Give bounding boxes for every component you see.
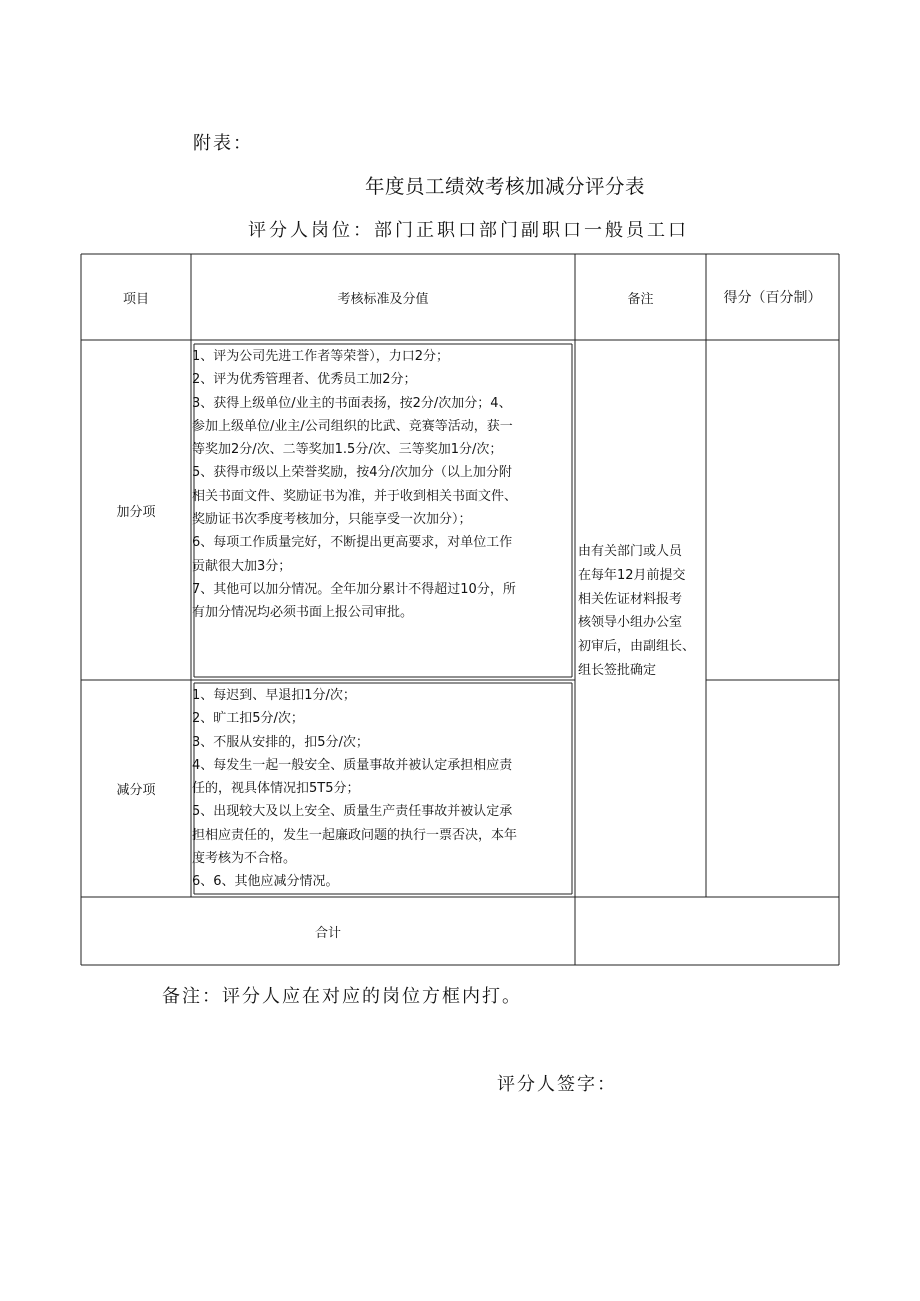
header-remark: 备注 <box>627 291 654 307</box>
total-label: 合计 <box>314 925 341 941</box>
bonus-label: 加分项 <box>116 504 156 520</box>
remark-line: 在每年12月前提交 <box>578 567 686 583</box>
bonus-line: 等奖加2分/次、二等奖加1.5分/次、三等奖加1分/次； <box>192 442 503 458</box>
signature-label: 评分人签字： <box>497 1074 617 1095</box>
bonus-criteria-list <box>192 345 517 625</box>
deduction-line: 6、6、其他应减分情况。 <box>192 874 339 890</box>
evaluator-position-line: 评分人岗位：部门正职口部门副职口一般员工口 <box>248 220 689 241</box>
deduction-label: 减分项 <box>116 783 156 798</box>
remark-line: 相关佐证材料报考 <box>578 591 683 607</box>
deduction-line: 3、不服从安排的，扣5分/次； <box>192 734 369 750</box>
remark-line: 组长签批确定 <box>578 662 657 678</box>
deduction-line: 担相应责任的，发生一起廉政问题的执行一票否决，本年 <box>192 827 518 843</box>
bonus-line: 1、评为公司先进工作者等荣誉），力口2分； <box>192 349 450 364</box>
bonus-line: 有加分情况均必须书面上报公司审批。 <box>192 605 414 621</box>
deduction-criteria-list <box>192 684 517 894</box>
header-item: 项目 <box>122 291 149 307</box>
bonus-line: 参加上级单位/业主/公司组织的比武、竞赛等活动，获一 <box>192 418 513 434</box>
bonus-line: 5、获得市级以上荣誉奖励，按4分/次加分（以上加分附 <box>192 465 512 481</box>
bonus-line: 奖励证书次季度考核加分，只能享受一次加分）； <box>192 512 472 528</box>
deduction-line: 4、每发生一起一般安全、质量事故并被认定承担相应责 <box>192 757 513 773</box>
deduction-line: 度考核为不合格。 <box>192 851 297 867</box>
form-title: 年度员工绩效考核加减分评分表 <box>364 175 645 198</box>
deduction-line: 任的，视具体情况扣5T5分； <box>192 781 360 797</box>
total-score-cell[interactable] <box>575 897 839 965</box>
remark-line: 核领导小组办公室 <box>578 615 683 631</box>
annex-label: 附表： <box>193 133 253 154</box>
remark-line: 由有关部门或人员 <box>578 544 683 559</box>
bonus-score-cell[interactable] <box>706 340 839 680</box>
bonus-line: 2、评为优秀管理者、优秀员工加2分； <box>192 372 417 388</box>
bonus-line: 3、获得上级单位/业主的书面表扬，按2分/次加分；4、 <box>192 395 512 411</box>
header-score: 得分（百分制） <box>723 290 822 306</box>
bonus-line: 贡献很大加3分； <box>192 558 292 574</box>
deduction-score-cell[interactable] <box>706 680 839 897</box>
bonus-line: 相关书面文件、奖励证书为准，并于收到相关书面文件、 <box>192 488 518 504</box>
footnote: 备注：评分人应在对应的岗位方框内打。 <box>162 986 522 1007</box>
bonus-line: 6、每项工作质量完好，不断提出更高要求，对单位工作 <box>192 535 513 551</box>
deduction-line: 2、旷工扣5分/次； <box>192 711 304 727</box>
deduction-line: 5、出现较大及以上安全、质量生产责任事故并被认定承 <box>192 804 513 820</box>
remark-text <box>578 540 708 683</box>
bonus-line: 7、其他可以加分情况。全年加分累计不得超过10分，所 <box>192 581 516 597</box>
deduction-line: 1、每迟到、早退扣1分/次； <box>192 688 356 703</box>
remark-line: 初审后，由副组长、 <box>578 639 696 655</box>
header-criteria: 考核标准及分值 <box>337 291 429 307</box>
